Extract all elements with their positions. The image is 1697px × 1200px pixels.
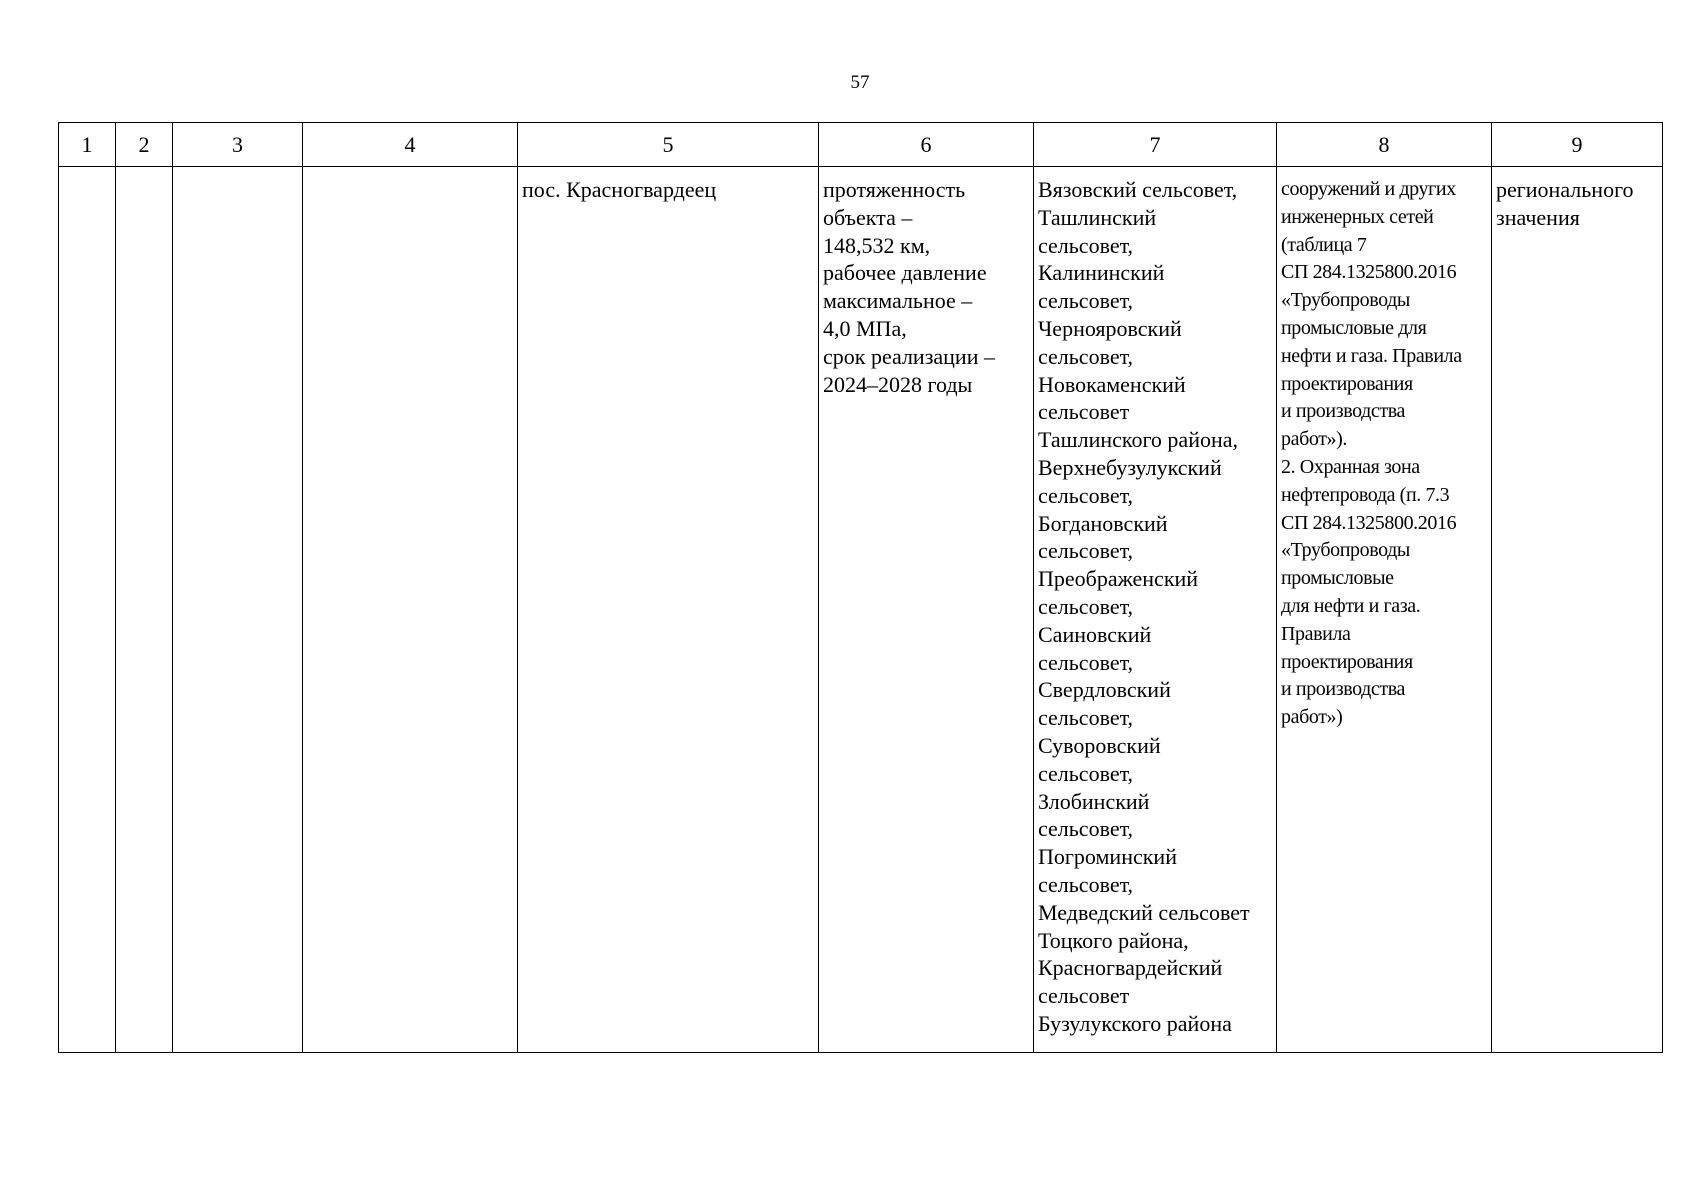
column-header-4: 4 (303, 123, 518, 167)
column-header-1: 1 (59, 123, 116, 167)
cell-zones: сооружений и других инженерных сетей (таблица 7 СП 284.1325800.2016 «Трубопроводы промысловые для нефти и газа. Правила проектирования и производства работ»). 2. Охранная зона нефтепровода (п. 7.3 СП 284.1325800.2016 «Трубопроводы промысловые для нефти и газа. Правила проектирования и производства работ») (1277, 167, 1492, 1053)
table-row (59, 167, 1663, 1053)
cell-significance: регионального значения (1492, 167, 1663, 1053)
cell-characteristics: протяженность объекта – 148,532 км, рабочее давление максимальное – 4,0 МПа, срок реализации – 2024–2028 годы (819, 167, 1034, 1053)
column-header-6: 6 (819, 123, 1034, 167)
cell-col-4 (303, 167, 518, 1053)
header-row (59, 123, 1663, 167)
column-header-3: 3 (173, 123, 303, 167)
column-header-2: 2 (116, 123, 173, 167)
cell-location-list: Вязовский сельсовет, Ташлинский сельсовет, Калининский сельсовет, Чернояровский сельсовет, Новокаменский сельсовет Ташлинского района, Верхнебузулукский сельсовет, Богдановский сельсовет, Преображенский сельсовет, Саиновский сельсовет, Свердловский сельсовет, Суворовский сельсовет, Злобинский сельсовет, Погроминский сельсовет, Медведский сельсовет Тоцкого района, Красногвардейский сельсовет Бузулукского района (1034, 167, 1277, 1053)
cell-settlement: пос. Красногвардеец (518, 167, 819, 1053)
column-header-7: 7 (1034, 123, 1277, 167)
column-header-8: 8 (1277, 123, 1492, 167)
data-table (58, 122, 1663, 1053)
cell-col-2 (116, 167, 173, 1053)
cell-col-1 (59, 167, 116, 1053)
column-header-9: 9 (1492, 123, 1663, 167)
cell-col-3 (173, 167, 303, 1053)
column-header-5: 5 (518, 123, 819, 167)
page-number: 57 (850, 72, 870, 93)
